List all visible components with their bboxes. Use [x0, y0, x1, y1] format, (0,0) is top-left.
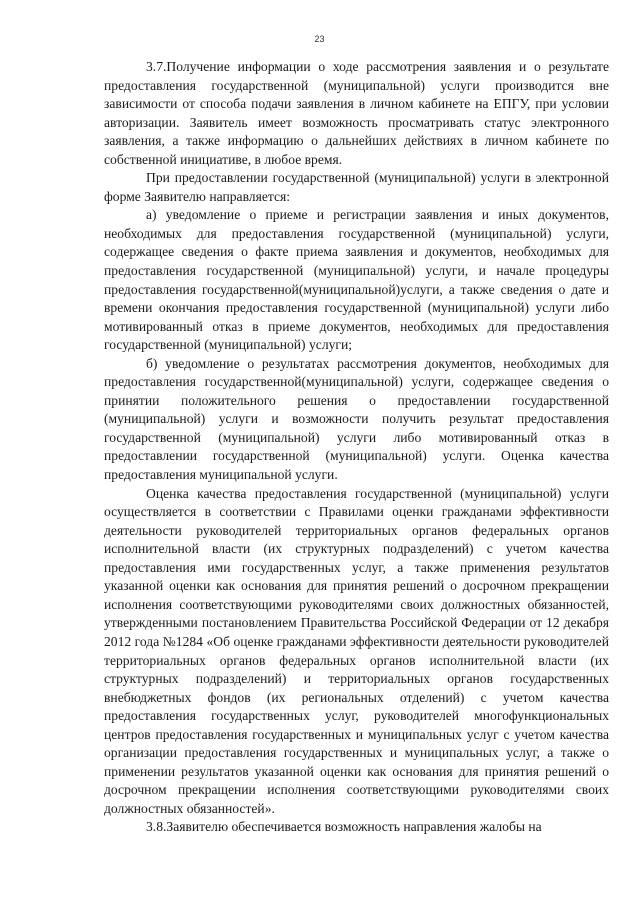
paragraph-notification-a: а) уведомление о приеме и регистрации заявления и иных документов, необходимых для предоставления государственной (муниципальной) услуги, содержащее сведения о факте приема заявления и документов, необходимых для предоставления государственной (муниципальной) услуги, и начале процедуры предоставления государственной(муниципальной)услуги, а также сведения о дате и времени окончания предоставления государственной (муниципальной) услуги либо мотивированный отказ в приеме документов, необходимых для предоставления государственной (муниципальной) услуги; [104, 207, 609, 353]
paragraph-notification-b: б) уведомление о результатах рассмотрения документов, необходимых для предоставления государственной(муниципальной) услуги, содержащее сведения о принятии положительного решения о предоставлении государственной (муниципальной) услуги и возможности получить результат предоставления государственной (муниципальной) услуги либо мотивированный отказ в предоставлении государственной (муниципальной) услуги. Оценка качества предоставления муниципальной услуги. [104, 355, 609, 483]
paragraph-3-8-complaint: 3.8.Заявителю обеспечивается возможность направления жалобы на [146, 819, 542, 835]
page-number: 23 [314, 34, 325, 44]
paragraph-3-7-status-info: 3.7.Получение информации о ходе рассмотрения заявления и о результате предоставления государственной (муниципальной) услуги производится вне зависимости от способа подачи заявления в личном кабинете на ЕПГУ, при условии авторизации. Заявитель имеет возможность просматривать статус электронного заявления, а также информацию о дальнейших действиях в личном кабинете по собственной инициативе, в любое время. [104, 59, 609, 167]
page-body [104, 58, 609, 837]
paragraph-quality-assessment: Оценка качества предоставления государственной (муниципальной) услуги осуществляется в соответствии с Правилами оценки гражданами эффективности деятельности руководителей территориальных органов федеральных органов исполнительной власти (их структурных подразделений) с учетом качества предоставления ими государственных услуг, а также применения результатов указанной оценки как основания для принятия решений о досрочном прекращении исполнения соответствующими руководителями своих должностных обязанностей, утвержденными постановлением Правительства Российской Федерации от 12 декабря 2012 года №1284 «Об оценке гражданами эффективности деятельности руководителей территориальных органов федеральных органов исполнительной власти (их структурных подразделений) и территориальных органов государственных внебюджетных фондов (их региональных отделений) с учетом качества предоставления государственных услуг, руководителей многофункциональных центров предоставления государственных и муниципальных услуг с учетом качества организации предоставления государственных и муниципальных услуг, а также о применении результатов указанной оценки как основания для принятия решений о досрочном прекращении исполнения соответствующими руководителями своих должностных обязанностей». [104, 485, 609, 816]
paragraph-electronic-notifications-intro: При предоставлении государственной (муниципальной) услуги в электронной форме Заявителю направляется: [104, 170, 609, 204]
